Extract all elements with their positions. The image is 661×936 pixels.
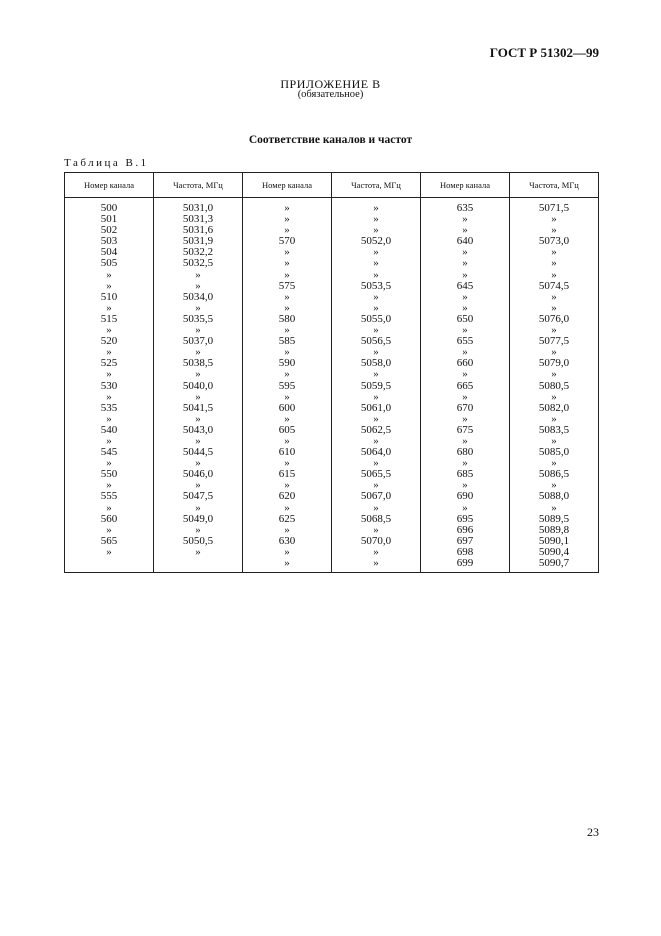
- table-cell: 5088,0: [538, 490, 570, 503]
- table-cell: 5090,7: [538, 557, 570, 569]
- table-cell: »: [551, 257, 557, 270]
- table-cell: »: [551, 390, 557, 403]
- table-cell: »: [284, 434, 290, 447]
- table-cell: 5059,5: [360, 379, 392, 392]
- table-cell: »: [551, 224, 557, 237]
- table-cell: 525: [100, 357, 118, 370]
- table-cell: 540: [100, 423, 118, 436]
- table-label: Таблица В.1: [64, 157, 149, 169]
- table-cell: »: [106, 479, 112, 492]
- table-cell: »: [373, 213, 379, 226]
- table-cell: »: [551, 290, 557, 303]
- table-cell: »: [195, 412, 201, 425]
- table-cell: 660: [456, 357, 474, 370]
- table-cell: 5082,0: [538, 401, 570, 414]
- table-cell: 625: [278, 512, 296, 525]
- column-frequency-3: [510, 198, 599, 573]
- table-cell: 5077,5: [538, 335, 570, 348]
- table-cell: 510: [100, 290, 118, 303]
- table-cell: 504: [100, 246, 118, 259]
- table-cell: 615: [278, 468, 296, 481]
- table-cell: »: [462, 324, 468, 337]
- table-cell: 665: [456, 379, 474, 392]
- table-cell: »: [284, 457, 290, 470]
- table-cell: »: [551, 246, 557, 259]
- table-cell: »: [106, 324, 112, 337]
- table-cell: 655: [456, 335, 474, 348]
- column-channel-3: [421, 198, 510, 573]
- column-header-channel-2: Номер канала: [243, 173, 332, 198]
- table-cell: »: [284, 213, 290, 226]
- table-cell: »: [106, 545, 112, 558]
- table-cell: »: [195, 268, 201, 281]
- table-cell: 595: [278, 379, 296, 392]
- table-cell: »: [462, 501, 468, 514]
- document-standard-code: ГОСТ Р 51302—99: [489, 45, 599, 60]
- column-frequency-1: [154, 198, 243, 573]
- table-cell: »: [373, 324, 379, 337]
- table-cell: 505: [100, 257, 118, 270]
- table-cell: 5052,0: [360, 235, 392, 248]
- column-header-frequency-3: Частота, МГц: [510, 173, 599, 198]
- table-cell: 698: [456, 545, 474, 558]
- table-cell: »: [373, 202, 379, 214]
- table-cell: »: [373, 412, 379, 425]
- table-cell: 5074,5: [538, 279, 570, 292]
- table-cell: »: [195, 457, 201, 470]
- table-cell: »: [373, 224, 379, 237]
- table-cell: 645: [456, 279, 474, 292]
- table-cell: »: [373, 246, 379, 259]
- table-cell: 555: [100, 490, 118, 503]
- table-cell: »: [551, 213, 557, 226]
- table-cell: 695: [456, 512, 474, 525]
- table-cell: 5055,0: [360, 312, 392, 325]
- table-cell: 503: [100, 235, 118, 248]
- table-cell: 630: [278, 534, 296, 547]
- table-cell: 5067,0: [360, 490, 392, 503]
- table-cell: 650: [456, 312, 474, 325]
- table-cell: »: [195, 501, 201, 514]
- table-cell: »: [284, 479, 290, 492]
- table-cell: 620: [278, 490, 296, 503]
- table-cell: 515: [100, 312, 118, 325]
- table-cell: 5068,5: [360, 512, 392, 525]
- column-channel-1: [65, 198, 154, 573]
- table-cell: 5041,5: [182, 401, 214, 414]
- table-cell: »: [373, 290, 379, 303]
- table-cell: 690: [456, 490, 474, 503]
- table-header-row: [65, 173, 599, 198]
- table-cell: »: [284, 324, 290, 337]
- table-cell: »: [462, 290, 468, 303]
- table-cell: »: [106, 434, 112, 447]
- table-cell: 5040,0: [182, 379, 214, 392]
- table-cell: 600: [278, 401, 296, 414]
- table-body-row: [65, 198, 599, 573]
- table-cell: »: [284, 268, 290, 281]
- table-cell: 5031,6: [182, 224, 214, 237]
- table-cell: »: [462, 268, 468, 281]
- table-cell: »: [462, 479, 468, 492]
- table-cell: »: [462, 224, 468, 237]
- column-header-frequency-1: Частота, МГц: [154, 173, 243, 198]
- table-cell: »: [195, 346, 201, 359]
- table-cell: »: [195, 523, 201, 536]
- table-cell: 5047,5: [182, 490, 214, 503]
- table-cell: »: [195, 545, 201, 558]
- table-cell: »: [195, 434, 201, 447]
- table-cell: »: [373, 501, 379, 514]
- table-cell: 5076,0: [538, 312, 570, 325]
- table-cell: »: [195, 368, 201, 381]
- table-heading: Соответствие каналов и частот: [248, 134, 413, 146]
- channel-frequency-table: [64, 172, 599, 573]
- table-cell: 5031,0: [182, 202, 214, 214]
- table-cell: »: [551, 301, 557, 314]
- table-cell: 5035,5: [182, 312, 214, 325]
- table-cell: »: [106, 346, 112, 359]
- table-cell: »: [551, 457, 557, 470]
- table-cell: 610: [278, 446, 296, 459]
- table-cell: »: [284, 390, 290, 403]
- table-cell: »: [195, 479, 201, 492]
- table-cell: 5038,5: [182, 357, 214, 370]
- table-cell: »: [551, 324, 557, 337]
- table-cell: »: [551, 479, 557, 492]
- table-cell: »: [195, 301, 201, 314]
- table-cell: »: [551, 346, 557, 359]
- table-cell: 5080,5: [538, 379, 570, 392]
- table-cell: »: [195, 390, 201, 403]
- table-cell: 5031,3: [182, 213, 214, 226]
- table-cell: »: [106, 457, 112, 470]
- table-cell: »: [106, 301, 112, 314]
- table-cell: »: [106, 268, 112, 281]
- table-cell: 696: [456, 523, 474, 536]
- appendix-subtitle: (обязательное): [297, 89, 364, 100]
- table-cell: »: [106, 412, 112, 425]
- table-cell: »: [462, 257, 468, 270]
- table-cell: 670: [456, 401, 474, 414]
- table-cell: 501: [100, 213, 118, 226]
- table-cell: »: [373, 301, 379, 314]
- table-cell: »: [106, 368, 112, 381]
- table-cell: »: [284, 501, 290, 514]
- table-cell: 680: [456, 446, 474, 459]
- table-cell: »: [551, 368, 557, 381]
- table-cell: 5062,5: [360, 423, 392, 436]
- table-cell: »: [284, 224, 290, 237]
- column-header-channel-1: Номер канала: [65, 173, 154, 198]
- table-cell: 5032,5: [182, 257, 214, 270]
- table-cell: 5089,5: [538, 512, 570, 525]
- table-cell: 5037,0: [182, 335, 214, 348]
- table-cell: 5044,5: [182, 446, 214, 459]
- table-cell: 570: [278, 235, 296, 248]
- table-cell: »: [284, 257, 290, 270]
- table-cell: »: [551, 412, 557, 425]
- table-cell: 575: [278, 279, 296, 292]
- table-cell: 5050,5: [182, 534, 214, 547]
- table-cell: »: [284, 246, 290, 259]
- table-cell: 5083,5: [538, 423, 570, 436]
- table-cell: 697: [456, 534, 474, 547]
- table-cell: »: [284, 557, 290, 569]
- table-cell: 5086,5: [538, 468, 570, 481]
- table-cell: »: [373, 557, 379, 569]
- table-cell: 530: [100, 379, 118, 392]
- table-cell: 5090,1: [538, 534, 570, 547]
- column-header-frequency-2: Частота, МГц: [332, 173, 421, 198]
- table-cell: 5058,0: [360, 357, 392, 370]
- table-cell: 502: [100, 224, 118, 237]
- table-cell: 5079,0: [538, 357, 570, 370]
- table-cell: 685: [456, 468, 474, 481]
- table-cell: »: [373, 479, 379, 492]
- table-cell: 635: [456, 202, 474, 214]
- table-cell: »: [462, 457, 468, 470]
- table-cell: »: [106, 523, 112, 536]
- table-cell: 5064,0: [360, 446, 392, 459]
- table-cell: 5073,0: [538, 235, 570, 248]
- table-cell: »: [284, 523, 290, 536]
- table-cell: »: [373, 434, 379, 447]
- table-cell: 605: [278, 423, 296, 436]
- table-cell: »: [462, 213, 468, 226]
- table-cell: 580: [278, 312, 296, 325]
- table-cell: »: [106, 279, 112, 292]
- table-cell: »: [462, 390, 468, 403]
- table-cell: »: [551, 434, 557, 447]
- table-cell: »: [462, 412, 468, 425]
- column-frequency-2: [332, 198, 421, 573]
- table-cell: »: [373, 523, 379, 536]
- table-cell: »: [106, 501, 112, 514]
- page-number: 23: [587, 825, 599, 839]
- table-cell: »: [373, 346, 379, 359]
- table-cell: 5031,9: [182, 235, 214, 248]
- table-cell: »: [462, 434, 468, 447]
- table-cell: 5053,5: [360, 279, 392, 292]
- table-cell: 5034,0: [182, 290, 214, 303]
- table-cell: »: [284, 412, 290, 425]
- table-cell: »: [551, 268, 557, 281]
- table-cell: »: [284, 301, 290, 314]
- table-cell: 640: [456, 235, 474, 248]
- table-cell: 5043,0: [182, 423, 214, 436]
- table-cell: 675: [456, 423, 474, 436]
- table-cell: 699: [456, 557, 474, 569]
- table-cell: »: [284, 545, 290, 558]
- table-cell: 5085,0: [538, 446, 570, 459]
- table-cell: 500: [100, 202, 118, 214]
- table-cell: »: [551, 501, 557, 514]
- table-cell: 560: [100, 512, 118, 525]
- table-cell: »: [195, 279, 201, 292]
- table-cell: »: [462, 346, 468, 359]
- table-cell: »: [373, 368, 379, 381]
- table-cell: 5032,2: [182, 246, 214, 259]
- table-cell: 5071,5: [538, 202, 570, 214]
- table-cell: »: [284, 202, 290, 214]
- table-cell: 520: [100, 335, 118, 348]
- table-cell: »: [373, 268, 379, 281]
- table-cell: 5049,0: [182, 512, 214, 525]
- table-cell: 590: [278, 357, 296, 370]
- table-cell: 5065,5: [360, 468, 392, 481]
- table-cell: »: [462, 246, 468, 259]
- table-cell: »: [106, 390, 112, 403]
- table-cell: 565: [100, 534, 118, 547]
- appendix-title: ПРИЛОЖЕНИЕ В: [280, 77, 381, 91]
- table-cell: »: [284, 346, 290, 359]
- column-channel-2: [243, 198, 332, 573]
- table-cell: 5056,5: [360, 335, 392, 348]
- table-cell: 535: [100, 401, 118, 414]
- table-cell: 585: [278, 335, 296, 348]
- column-header-channel-3: Номер канала: [421, 173, 510, 198]
- table-cell: 5089,8: [538, 523, 570, 536]
- table-cell: »: [462, 301, 468, 314]
- table-cell: »: [373, 390, 379, 403]
- table-cell: »: [373, 457, 379, 470]
- table-cell: »: [195, 324, 201, 337]
- table-cell: 5046,0: [182, 468, 214, 481]
- table-cell: »: [462, 368, 468, 381]
- table-cell: 5070,0: [360, 534, 392, 547]
- table-cell: 5090,4: [538, 545, 570, 558]
- table-cell: »: [284, 368, 290, 381]
- table-cell: »: [284, 290, 290, 303]
- table-cell: »: [373, 545, 379, 558]
- table-cell: »: [373, 257, 379, 270]
- table-cell: 545: [100, 446, 118, 459]
- table-cell: 550: [100, 468, 118, 481]
- table-cell: 5061,0: [360, 401, 392, 414]
